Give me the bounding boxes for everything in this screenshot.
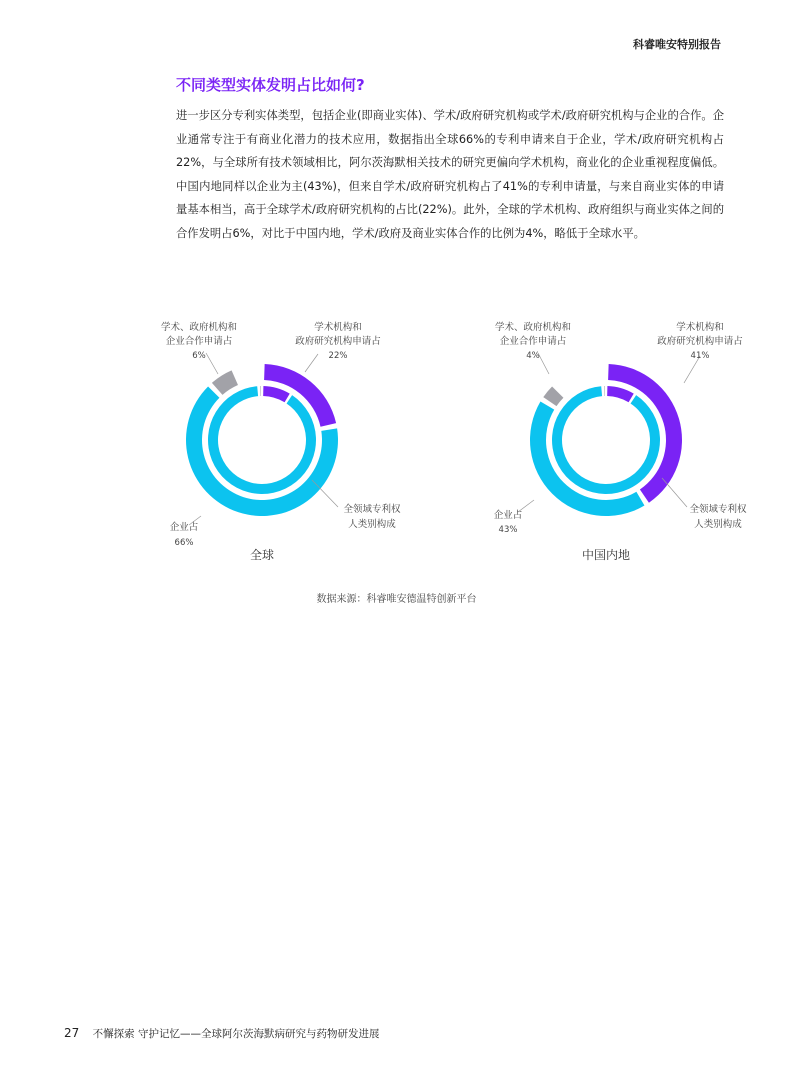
global-collab-label-line1: 学术、政府机构和 (160, 322, 238, 333)
body-paragraph: 进一步区分专利实体类型，包括企业(即商业实体)、学术/政府研究机构或学术/政府研究机构与企业的合作。企业通常专注于有商业化潜力的技术应用，数据指出全球66%的专利申请来自于企业，学术/政府研究机构占22%，与全球所有技术领域相比，阿尔茨海默相关技术的研究更偏向学术机构，商业化的企业重视程度偏低。中国内地同样以企业为主(43%)，但来自学术/政府研究机构占了41%的专利申请量，与来自商业实体的申请量基本相当，高于全球学术/政府研究机构的占比(22%)。此外，全球的学术机构、政府组织与商业实体之间的合作发明占6%，对比于中国内地，学术/政府及商业实体合作的比例为4%，略低于全球水平。 (176, 109, 724, 240)
global-inner-label-line1: 全领域专利权 (343, 504, 401, 515)
global-collab-pct: 6% (192, 351, 206, 361)
global-academic-label-line1: 学术机构和 (314, 322, 362, 333)
global-corp-label: 企业占 (169, 522, 199, 533)
inner-ring-segment (607, 386, 634, 402)
outer-ring-segment (543, 386, 563, 406)
china-chart-title: 中国内地 (581, 548, 631, 562)
china-corp-label: 企业占 (493, 510, 523, 521)
outer-ring-segment (608, 364, 682, 503)
footer-text: 不懈探索 守护记忆——全球阿尔茨海默病研究与药物研发进展 (92, 1028, 380, 1040)
leader-line (662, 478, 687, 507)
china-collab-label-line1: 学术、政府机构和 (494, 322, 572, 333)
chart-china (494, 321, 747, 562)
leader-line (206, 353, 218, 374)
inner-ring-segment (604, 386, 605, 396)
inner-ring-segment (552, 386, 660, 494)
chart-global (161, 321, 401, 562)
section-title: 不同类型实体发明占比如何? (176, 76, 365, 94)
china-academic-label-line2: 政府研究机构申请占 (657, 336, 743, 347)
chart-china-rings (530, 364, 682, 516)
page-number: 27 (64, 1026, 80, 1040)
inner-ring-segment (263, 386, 290, 402)
china-collab-label-line2: 企业合作申请占 (499, 336, 567, 347)
global-academic-pct: 22% (328, 351, 348, 361)
global-inner-label-line2: 人类别构成 (348, 519, 396, 530)
outer-ring-segment (530, 402, 644, 516)
china-academic-pct: 41% (690, 351, 710, 361)
donut-charts (0, 300, 793, 590)
page-footer (64, 1026, 379, 1041)
global-academic-label-line2: 政府研究机构申请占 (295, 336, 381, 347)
global-corp-pct: 66% (174, 538, 194, 548)
china-academic-label-line1: 学术机构和 (676, 322, 724, 333)
inner-ring-segment (260, 386, 261, 396)
leader-line (305, 354, 318, 372)
china-inner-label-line1: 全领域专利权 (689, 504, 747, 515)
report-tag: 科睿唯安特别报告 (633, 38, 721, 51)
inner-ring-segment (208, 386, 316, 494)
data-source: 数据来源：科睿唯安德温特创新平台 (316, 594, 477, 605)
china-collab-pct: 4% (526, 351, 540, 361)
chart-global-rings (186, 364, 338, 516)
china-corp-pct: 43% (498, 525, 518, 535)
china-inner-label-line2: 人类别构成 (694, 519, 742, 530)
global-collab-label-line2: 企业合作申请占 (165, 336, 233, 347)
global-chart-title: 全球 (249, 548, 275, 562)
outer-ring-segment (212, 370, 238, 394)
